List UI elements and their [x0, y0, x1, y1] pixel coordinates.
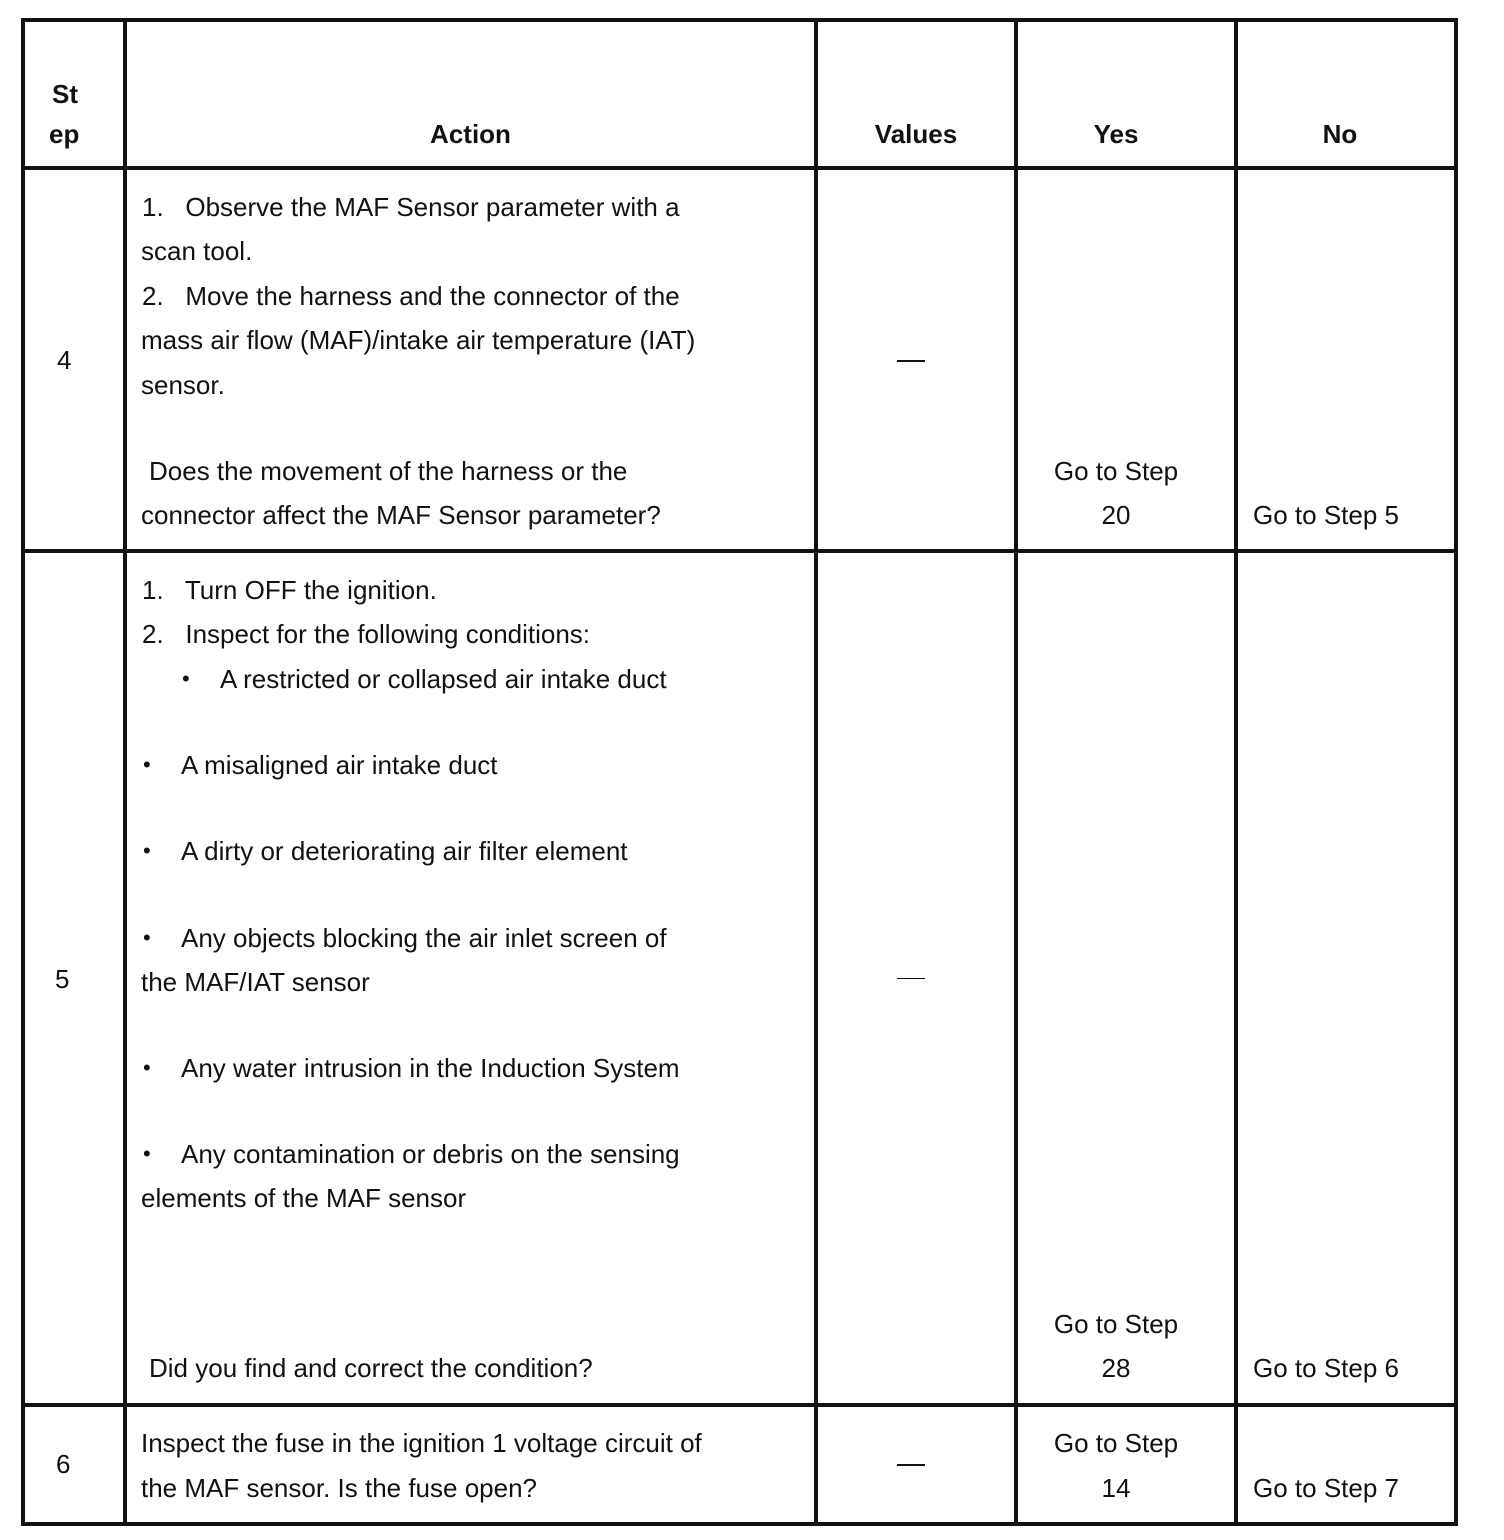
row-5-yes-line2: 28 [1101, 1353, 1131, 1383]
table-border-left [21, 18, 25, 1526]
header-step-line2: ep [49, 119, 80, 149]
row-6-yes-line1: Go to Step [1053, 1428, 1179, 1458]
row-4-step: 4 [57, 345, 72, 375]
row-5-no: Go to Step 6 [1253, 1353, 1399, 1383]
row-5-bullet-6: • [143, 1141, 151, 1166]
row-5-condition-5: Any water intrusion in the Induction System [181, 1053, 680, 1083]
row-5-bullet-3: • [143, 838, 151, 863]
row-6-yes-line2: 14 [1101, 1473, 1131, 1503]
row-4-yes-line1: Go to Step [1053, 456, 1179, 486]
row-4-action-question-line2: connector affect the MAF Sensor parameter? [141, 500, 661, 530]
row-4-action-line4: mass air flow (MAF)/intake air temperature (IAT) [141, 325, 696, 355]
table-border-top [21, 18, 1458, 22]
row-divider-5-6 [21, 1403, 1458, 1407]
row-5-bullet-4: • [143, 925, 151, 950]
row-4-action-line5: sensor. [141, 370, 225, 400]
row-4-yes-line2: 20 [1101, 500, 1131, 530]
row-5-condition-4-line1: Any objects blocking the air inlet screen of [181, 923, 667, 953]
row-5-condition-3: A dirty or deteriorating air filter element [181, 836, 628, 866]
column-divider-action-values [814, 18, 818, 1526]
header-values: Values [874, 119, 958, 149]
row-5-values-dash [897, 978, 925, 979]
row-divider-4-5 [21, 549, 1458, 553]
row-5-bullet-5: • [143, 1055, 151, 1080]
row-5-condition-6-line2: elements of the MAF sensor [141, 1183, 467, 1213]
row-4-action-line1: 1. Observe the MAF Sensor parameter with a [142, 192, 680, 222]
row-5-step: 5 [55, 964, 70, 994]
row-5-action-question: Did you find and correct the condition? [149, 1353, 593, 1383]
row-4-values-dash [897, 360, 925, 362]
row-6-no: Go to Step 7 [1253, 1473, 1399, 1503]
row-6-step: 6 [56, 1449, 71, 1479]
row-6-action-line1: Inspect the fuse in the ignition 1 voltage circuit of [141, 1428, 702, 1458]
row-6-action-line2: the MAF sensor. Is the fuse open? [141, 1473, 538, 1503]
header-yes: Yes [1093, 119, 1139, 149]
row-5-condition-4-line2: the MAF/IAT sensor [141, 967, 370, 997]
header-divider [21, 166, 1458, 170]
row-5-action-line2: 2. Inspect for the following conditions: [142, 619, 591, 649]
row-5-yes-line1: Go to Step [1053, 1309, 1179, 1339]
header-no: No [1322, 119, 1358, 149]
row-4-action-line3: 2. Move the harness and the connector of the [142, 281, 680, 311]
header-step-line1: St [52, 79, 78, 109]
column-divider-values-yes [1014, 18, 1018, 1526]
table-border-bottom [21, 1522, 1458, 1526]
header-action: Action [430, 119, 511, 149]
table-border-right [1454, 18, 1458, 1526]
row-5-condition-2: A misaligned air intake duct [181, 750, 498, 780]
row-5-condition-6-line1: Any contamination or debris on the sensing [181, 1139, 680, 1169]
row-6-values-dash [897, 1464, 925, 1466]
row-4-no: Go to Step 5 [1253, 500, 1399, 530]
row-5-condition-1: A restricted or collapsed air intake duct [220, 664, 667, 694]
column-divider-step-action [123, 18, 127, 1526]
row-5-bullet-2: • [143, 752, 151, 777]
row-4-action-line2: scan tool. [141, 236, 253, 266]
row-5-bullet-1: • [182, 666, 190, 691]
row-5-action-line1: 1. Turn OFF the ignition. [142, 575, 437, 605]
row-4-action-question-line1: Does the movement of the harness or the [149, 456, 628, 486]
column-divider-yes-no [1234, 18, 1238, 1526]
